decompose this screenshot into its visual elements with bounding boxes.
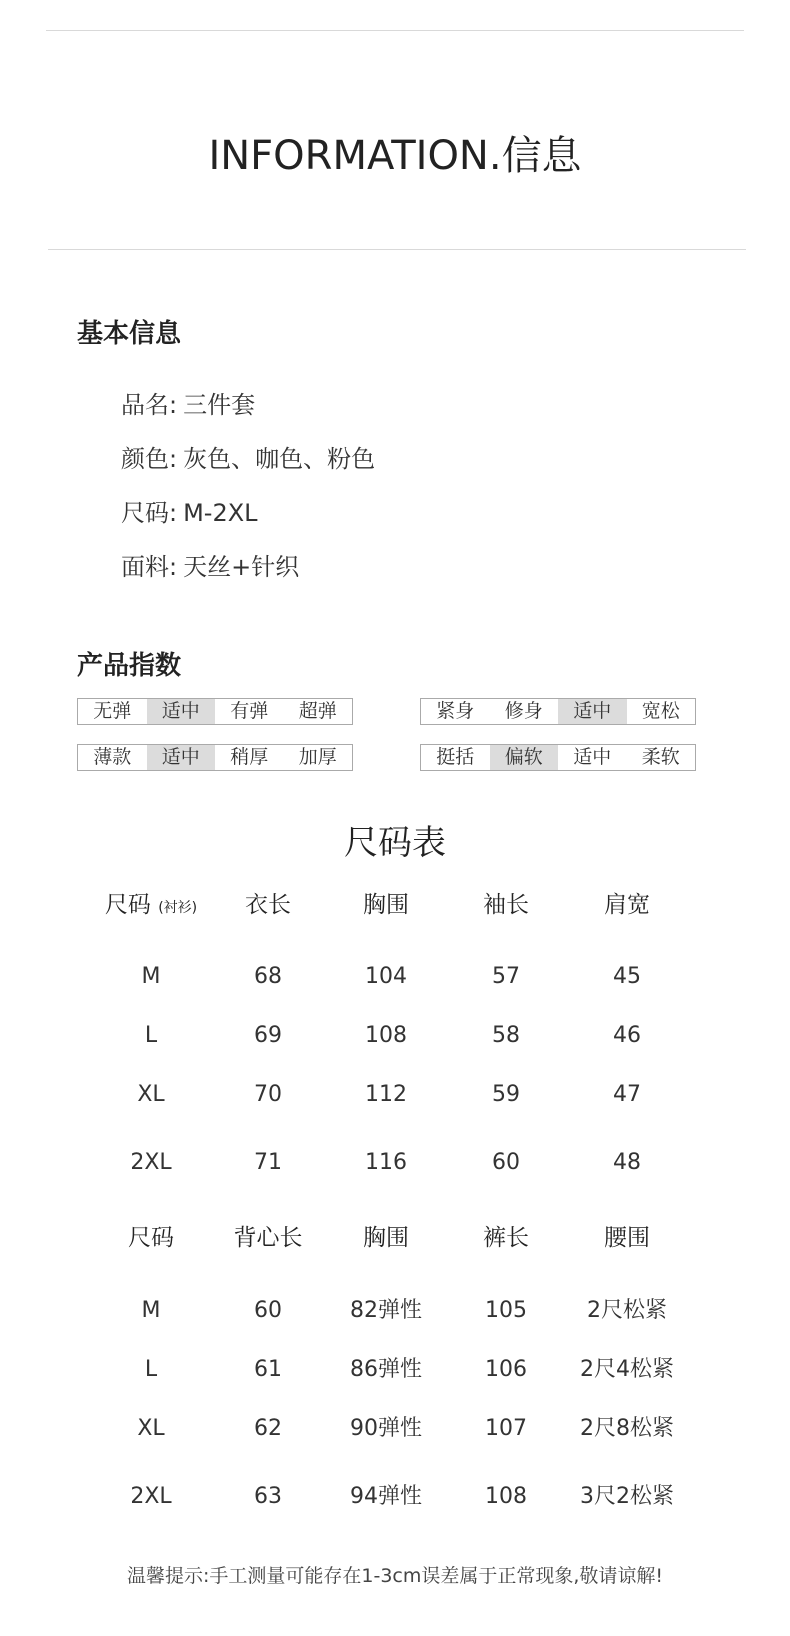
table-cell: L — [144, 1023, 158, 1048]
gauge-option: 加厚 — [298, 746, 337, 768]
table-row — [0, 1480, 790, 1514]
table-cell: XL — [137, 1082, 165, 1107]
info-key: 颜色: — [121, 445, 178, 473]
table-cell: M — [141, 964, 161, 989]
table-cell: 86弹性 — [350, 1357, 422, 1382]
elasticity-gauge — [77, 698, 353, 725]
product-index-heading: 产品指数 — [77, 651, 182, 681]
table-cell: 69 — [254, 1023, 282, 1048]
info-key: 面料: — [121, 553, 178, 581]
vest-header-row — [0, 1221, 790, 1255]
gauge-option: 挺括 — [436, 746, 475, 768]
header-cell: 裤长 — [483, 1225, 529, 1251]
table-cell: 2尺4松紧 — [580, 1357, 674, 1382]
gauge-option: 适中 — [147, 745, 216, 770]
table-cell: 2XL — [130, 1150, 172, 1175]
basic-info-heading: 基本信息 — [77, 319, 182, 349]
info-value: M-2XL — [183, 499, 258, 527]
page-title: INFORMATION.信息 — [208, 133, 582, 179]
info-key: 品名: — [121, 391, 178, 419]
table-cell: 107 — [485, 1416, 527, 1441]
gauge-option: 紧身 — [436, 700, 475, 722]
gauge-option: 无弹 — [93, 700, 132, 722]
table-cell: 106 — [485, 1357, 527, 1382]
gauge-option: 适中 — [558, 699, 627, 724]
table-cell: 61 — [254, 1357, 282, 1382]
gauge-option: 柔软 — [641, 746, 680, 768]
table-cell: 47 — [613, 1082, 641, 1107]
table-cell: 108 — [365, 1023, 407, 1048]
table-cell: 2尺8松紧 — [580, 1416, 674, 1441]
info-value: 三件套 — [183, 391, 256, 419]
header-cell — [105, 888, 197, 925]
table-cell: 60 — [492, 1150, 520, 1175]
table-cell: 3尺2松紧 — [580, 1484, 674, 1509]
table-cell: 112 — [365, 1082, 407, 1107]
top-divider — [46, 30, 744, 31]
fit-gauge — [420, 698, 696, 725]
table-row — [0, 1019, 790, 1053]
table-row — [0, 1353, 790, 1387]
table-row — [0, 1412, 790, 1446]
table-cell: 105 — [485, 1298, 527, 1323]
header-cell: 尺码 — [128, 1225, 174, 1251]
header-cell: 衣长 — [245, 892, 291, 918]
info-row-fabric — [121, 552, 299, 582]
shirt-header-row — [0, 888, 790, 922]
header-cell: 胸围 — [363, 892, 409, 918]
table-cell: 46 — [613, 1023, 641, 1048]
header-cell: 胸围 — [363, 1225, 409, 1251]
table-row — [0, 1294, 790, 1328]
info-row-size — [121, 498, 258, 528]
info-key: 尺码: — [121, 499, 178, 527]
table-cell: L — [144, 1357, 158, 1382]
gauge-option: 宽松 — [641, 700, 680, 722]
table-cell: 2尺松紧 — [587, 1298, 667, 1323]
table-cell: 2XL — [130, 1484, 172, 1509]
table-cell: XL — [137, 1416, 165, 1441]
gauge-option: 适中 — [147, 699, 216, 724]
table-cell: 59 — [492, 1082, 520, 1107]
table-cell: 104 — [365, 964, 407, 989]
gauge-option: 有弹 — [230, 700, 269, 722]
table-cell: 108 — [485, 1484, 527, 1509]
table-row — [0, 1146, 790, 1180]
gauge-option: 适中 — [573, 746, 612, 768]
table-cell: 57 — [492, 964, 520, 989]
header-cell: 肩宽 — [604, 892, 650, 918]
gauge-option: 偏软 — [490, 745, 559, 770]
header-shirt-note: (衬衫) — [158, 900, 198, 916]
info-value: 灰色、咖色、粉色 — [183, 445, 376, 473]
thickness-gauge — [77, 744, 353, 771]
table-cell: 58 — [492, 1023, 520, 1048]
table-cell: 45 — [613, 964, 641, 989]
table-cell: 70 — [254, 1082, 282, 1107]
info-row-name — [121, 390, 255, 420]
table-cell: 116 — [365, 1150, 407, 1175]
title-divider — [48, 249, 746, 250]
size-chart-title: 尺码表 — [344, 823, 446, 863]
header-cell: 袖长 — [483, 892, 529, 918]
table-cell: 60 — [254, 1298, 282, 1323]
gauge-option: 超弹 — [298, 700, 337, 722]
gauge-option: 修身 — [504, 700, 543, 722]
measurement-note: 温馨提示:手工测量可能存在1-3cm误差属于正常现象,敬请谅解! — [126, 1565, 664, 1587]
table-cell: 63 — [254, 1484, 282, 1509]
table-cell: 90弹性 — [350, 1416, 422, 1441]
table-cell: 62 — [254, 1416, 282, 1441]
table-cell: 94弹性 — [350, 1484, 422, 1509]
info-row-color — [121, 444, 375, 474]
header-size-label: 尺码 — [104, 892, 151, 918]
header-cell: 腰围 — [604, 1225, 650, 1251]
header-cell: 背心长 — [233, 1225, 303, 1251]
table-cell: 82弹性 — [350, 1298, 422, 1323]
table-row — [0, 960, 790, 994]
table-cell: 68 — [254, 964, 282, 989]
table-cell: 71 — [254, 1150, 282, 1175]
gauge-option: 稍厚 — [230, 746, 269, 768]
table-cell: 48 — [613, 1150, 641, 1175]
gauge-option: 薄款 — [93, 746, 132, 768]
info-value: 天丝+针织 — [183, 553, 300, 581]
softness-gauge — [420, 744, 696, 771]
table-row — [0, 1078, 790, 1112]
table-cell: M — [141, 1298, 161, 1323]
